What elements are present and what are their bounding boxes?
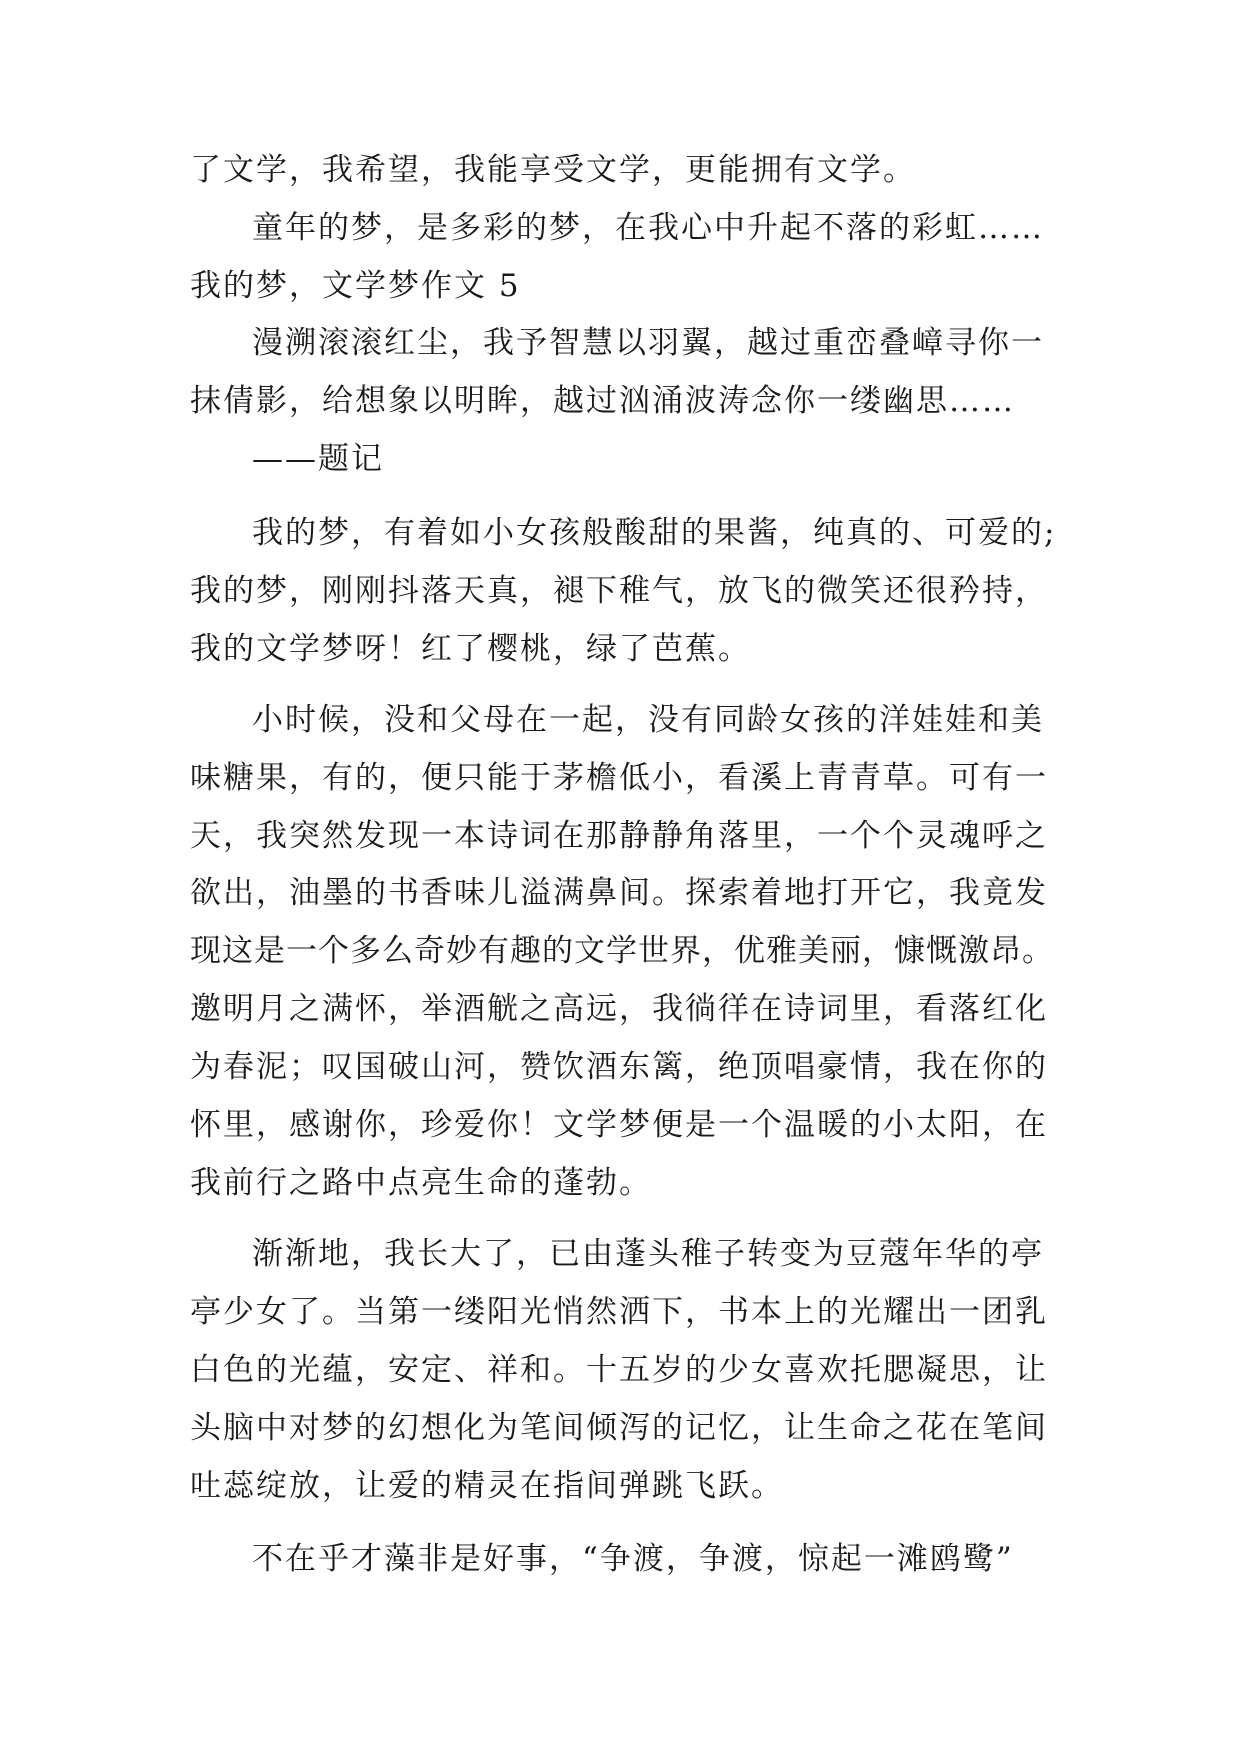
epigraph-label: ——题记: [252, 441, 384, 477]
text-line-23: 吐蕊绽放，让爱的精灵在指间弹跳飞跃。: [190, 1468, 784, 1504]
text-line-2: 童年的梦，是多彩的梦，在我心中升起不落的彩虹……: [252, 210, 1044, 246]
text-line-9: 我的文学梦呀！红了樱桃，绿了芭蕉。: [190, 631, 751, 667]
text-line-7: 我的梦，有着如小女孩般酸甜的果酱，纯真的、可爱的;: [252, 515, 1057, 551]
text-line-17: 怀里，感谢你，珍爱你！文学梦便是一个温暖的小太阳，在: [190, 1107, 1048, 1143]
text-line-4: 漫溯滚滚红尘，我予智慧以羽翼，越过重峦叠嶂寻你一: [252, 325, 1044, 361]
text-line-1: 了文学，我希望，我能享受文学，更能拥有文学。: [190, 152, 916, 188]
text-line-5: 抹倩影，给想象以明眸，越过汹涌波涛念你一缕幽思……: [190, 383, 1015, 419]
text-line-15: 邀明月之满怀，举酒觥之高远，我徜徉在诗词里，看落红化: [190, 991, 1048, 1027]
text-line-14: 现这是一个多么奇妙有趣的文学世界，优雅美丽，慷慨激昂。: [190, 933, 1054, 969]
text-line-16: 为春泥；叹国破山河，赞饮酒东篱，绝顶唱豪情，我在你的: [190, 1049, 1048, 1085]
text-line-10: 小时候，没和父母在一起，没有同龄女孩的洋娃娃和美: [252, 702, 1044, 738]
text-line-20: 亭少女了。当第一缕阳光悄然洒下，书本上的光耀出一团乳: [190, 1294, 1048, 1330]
text-line-18: 我前行之路中点亮生命的蓬勃。: [190, 1165, 652, 1201]
text-line-12: 天，我突然发现一本诗词在那静静角落里，一个个灵魂呼之: [190, 818, 1048, 854]
text-line-22: 头脑中对梦的幻想化为笔间倾泻的记忆，让生命之花在笔间: [190, 1410, 1048, 1446]
text-line-11: 味糖果，有的，便只能于茅檐低小，看溪上青青草。可有一: [190, 760, 1048, 796]
text-line-21: 白色的光蕴，安定、祥和。十五岁的少女喜欢托腮凝思，让: [190, 1352, 1048, 1388]
text-line-13: 欲出，油墨的书香味儿溢满鼻间。探索着地打开它，我竟发: [190, 875, 1048, 911]
text-line-8: 我的梦，刚刚抖落天真，褪下稚气，放飞的微笑还很矜持，: [190, 573, 1048, 609]
section-title: 我的梦，文学梦作文 5: [190, 268, 521, 304]
text-line-19: 渐渐地，我长大了，已由蓬头稚子转变为豆蔻年华的亭: [252, 1236, 1044, 1272]
text-line-24: 不在乎才藻非是好事，“争渡，争渡，惊起一滩鸥鹭”: [252, 1541, 1014, 1577]
